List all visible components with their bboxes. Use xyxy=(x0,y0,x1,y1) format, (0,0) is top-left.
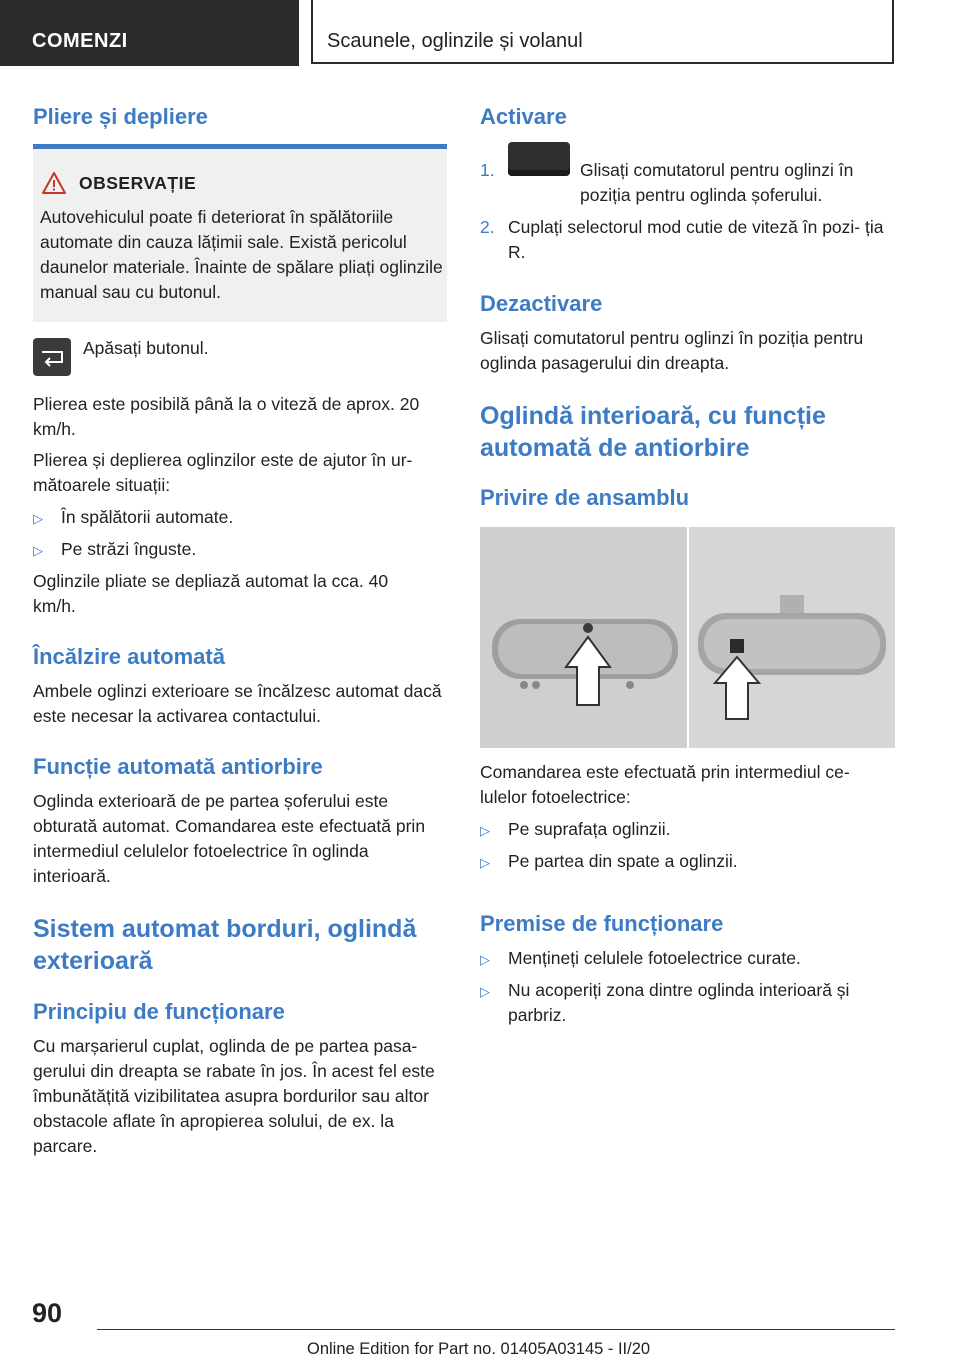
premise-title: Premise de funcționare xyxy=(480,911,724,936)
antiglare-title: Funcție automată antiorbire xyxy=(33,754,323,779)
triangle-bullet-icon: ▷ xyxy=(480,855,490,870)
control-text: Comandarea este efectuată prin intermediul ce- lulelor fotoelectrice: xyxy=(480,762,850,807)
section-tab xyxy=(0,0,299,66)
note-body: Autovehiculul poate fi deteriorat în spălătoriile automate din cauza lățimii sale. Există pericolul daunelor materiale. Înainte de spălare pliați oglinzile manual sau cu butonul. xyxy=(40,207,443,302)
list-item: ▷ Pe partea din spate a oglinzii. xyxy=(480,849,738,875)
warning-note xyxy=(33,144,447,322)
page-number: 90 xyxy=(32,1298,63,1328)
list-item: ▷ Nu acoperiți zona dintre oglinda interioară și parbriz. xyxy=(480,978,896,1028)
deactivate-text: Glisați comutatorul pentru oglinzi în poziția pentru oglinda pasagerului din dreapta. xyxy=(480,328,864,373)
heating-title: Încălzire automată xyxy=(33,644,225,669)
curb-title: Sistem automat borduri, oglindă exterioară xyxy=(33,915,417,975)
list-item: ▷ În spălătorii automate. xyxy=(33,505,233,531)
triangle-bullet-icon: ▷ xyxy=(480,984,490,999)
list-item: ▷ Pe străzi înguste. xyxy=(33,537,196,563)
fold-button-icon xyxy=(33,338,71,376)
footer-divider xyxy=(97,1329,895,1330)
warning-icon xyxy=(41,171,67,195)
page-header xyxy=(0,0,960,66)
edition-text: Online Edition for Part no. 01405A03145 - II/20 xyxy=(307,1340,651,1358)
fold-title: Pliere și depliere xyxy=(33,104,208,129)
section-label: COMENZI xyxy=(32,30,128,52)
heating-text: Ambele oglinzi exterioare se încălzesc automat dacă este necesar la activarea contactului. xyxy=(33,681,442,726)
mirror-switch-icon xyxy=(508,142,570,176)
chapter-tab xyxy=(311,0,894,64)
press-button-text: Apăsați butonul. xyxy=(83,338,209,358)
fold-help-text: Plierea și deplierea oglinzilor este de ajutor în ur- mătoarele situații: xyxy=(33,450,413,495)
note-title: OBSERVAȚIE xyxy=(79,173,197,193)
principle-text: Cu marșarierul cuplat, oglinda de pe partea pasa- gerului din dreapta se rabate în jos. În acest fel este îmbunătățită vizibilitatea asupra bordurilor sau altor obstacole aflate în apropierea solului, de ex. la parcare. xyxy=(33,1036,435,1156)
unfold-speed-text: Oglinzile pliate se depliază automat la cca. 40 km/h. xyxy=(33,571,389,616)
triangle-bullet-icon: ▷ xyxy=(480,952,490,967)
list-item: ▷ Pe suprafața oglinzii. xyxy=(480,817,670,843)
triangle-bullet-icon: ▷ xyxy=(33,543,43,558)
principle-title: Principiu de funcționare xyxy=(33,999,285,1024)
antiglare-text: Oglinda exterioară de pe partea șoferului este obturată automat. Comandarea este efectuată prin intermediul celulelor fotoelectrice în oglinda interioară. xyxy=(33,791,426,886)
triangle-bullet-icon: ▷ xyxy=(480,823,490,838)
interior-mirror-title: Oglindă interioară, cu funcție automată de antiorbire xyxy=(480,402,826,462)
activate-title: Activare xyxy=(480,104,567,129)
fold-speed-text: Plierea este posibilă până la o viteză de aprox. 20 km/h. xyxy=(33,394,420,439)
triangle-bullet-icon: ▷ xyxy=(33,511,43,526)
list-item: ▷ Mențineți celulele fotoelectrice curate. xyxy=(480,946,801,972)
chapter-label: Scaunele, oglinzile și volanul xyxy=(327,30,583,52)
interior-mirror-photo xyxy=(480,527,895,748)
deactivate-title: Dezactivare xyxy=(480,291,603,316)
overview-title: Privire de ansamblu xyxy=(480,485,690,510)
